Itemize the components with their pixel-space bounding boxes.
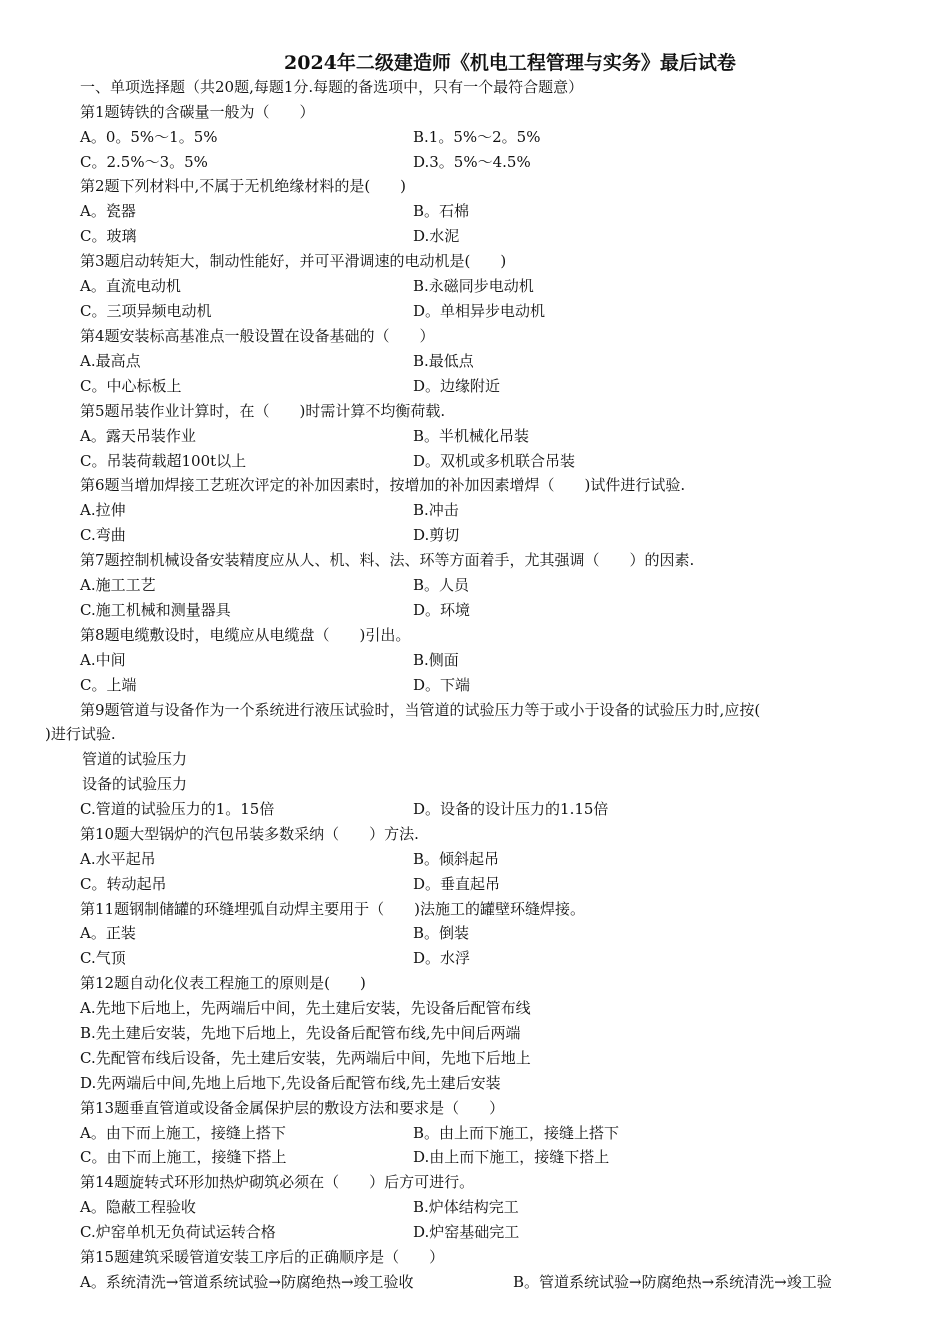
q8-option-b: B.侧面 [413,651,459,669]
q10-option-d: D。垂直起吊 [413,875,501,893]
q4-option-b: B.最低点 [413,352,474,370]
q8-option-c: C。上端 [80,676,137,694]
question-2: 第2题下列材料中,不属于无机绝缘材料的是( ) [80,177,407,195]
q4-option-d: D。边缘附近 [413,377,501,395]
q12-option-d: D.先两端后中间,先地上后地下,先设备后配管布线,先土建后安装 [80,1074,501,1092]
q13-option-b: B。由上而下施工，接缝上搭下 [413,1124,620,1142]
q4-option-c: C。中心标板上 [80,377,182,395]
q6-option-a: A.拉伸 [80,501,126,519]
q13-option-c: C。由下而上施工，接缝下搭上 [80,1148,287,1166]
q2-option-b: B。石棉 [413,202,470,220]
q11-option-b: B。倒装 [413,924,470,942]
q13-option-a: A。由下而上施工，接缝上搭下 [80,1124,286,1142]
q6-option-c: C.弯曲 [80,526,126,544]
q9-option-a: 管道的试验压力 [82,750,188,768]
q12-option-c: C.先配管布线后设备，先土建后安装，先两端后中间，先地下后地上 [80,1049,531,1067]
q13-option-d: D.由上而下施工，接缝下搭上 [413,1148,610,1166]
question-4: 第4题安装标高基准点一般设置在设备基础的（ ） [80,327,435,345]
q3-option-a: A。直流电动机 [80,277,181,295]
question-12: 第12题自动化仪表工程施工的原则是( ) [80,974,366,992]
question-15: 第15题建筑采暖管道安装工序后的正确顺序是（ ） [80,1248,445,1266]
exam-title: 2024年二级建造师《机电工程管理与实务》最后试卷 [284,52,736,74]
question-5: 第5题吊装作业计算时，在（ )时需计算不均衡荷载. [80,402,446,420]
q3-option-b: B.永磁同步电动机 [413,277,534,295]
q5-option-b: B。半机械化吊装 [413,427,530,445]
q7-option-b: B。人员 [413,576,470,594]
question-9-continued: )进行试验. [45,725,116,743]
q15-option-a: A。系统清洗→管道系统试验→防腐绝热→竣工验收 [80,1273,414,1291]
q3-option-d: D。单相异步电动机 [413,302,546,320]
q4-option-a: A.最高点 [80,352,141,370]
q7-option-c: C.施工机械和测量器具 [80,601,231,619]
q14-option-c: C.炉窑单机无负荷试运转合格 [80,1223,276,1241]
q1-option-a: A。0。5%～1。5% [80,128,218,146]
q10-option-b: B。倾斜起吊 [413,850,500,868]
q3-option-c: C。三项异频电动机 [80,302,212,320]
question-3: 第3题启动转矩大，制动性能好，并可平滑调速的电动机是( ) [80,252,507,270]
q12-option-a: A.先地下后地上，先两端后中间，先土建后安装，先设备后配管布线 [80,999,531,1017]
question-9: 第9题管道与设备作为一个系统进行液压试验时，当管道的试验压力等于或小于设备的试验压力时,应按( [80,701,761,719]
q11-option-d: D。水浮 [413,949,471,967]
question-10: 第10题大型锅炉的汽包吊装多数采纳（ ）方法. [80,825,419,843]
q1-option-d: D.3。5%～4.5% [413,153,531,171]
question-8: 第8题电缆敷设时，电缆应从电缆盘（ )引出。 [80,626,411,644]
q1-option-c: C。2.5%～3。5% [80,153,208,171]
section-heading: 一、单项选择题（共20题,每题1分.每题的备选项中，只有一个最符合题意） [80,78,584,96]
q12-option-b: B.先土建后安装，先地下后地上，先设备后配管布线,先中间后两端 [80,1024,521,1042]
question-11: 第11题钢制储罐的环缝埋弧自动焊主要用于（ )法施工的罐壁环缝焊接。 [80,900,585,918]
q11-option-c: C.气顶 [80,949,126,967]
q5-option-c: C。吊装荷载超100t以上 [80,452,247,470]
q9-option-c: C.管道的试验压力的1。15倍 [80,800,275,818]
q7-option-a: A.施工工艺 [80,576,156,594]
q10-option-c: C。转动起吊 [80,875,167,893]
q2-option-d: D.水泥 [413,227,460,245]
q15-option-b: B。管道系统试验→防腐绝热→系统清洗→竣工验 [513,1273,832,1291]
q9-option-b: 设备的试验压力 [82,775,188,793]
question-13: 第13题垂直管道或设备金属保护层的敷设方法和要求是（ ） [80,1099,505,1117]
question-14: 第14题旋转式环形加热炉砌筑必须在（ ）后方可进行。 [80,1173,475,1191]
q1-option-b: B.1。5%～2。5% [413,128,541,146]
q9-option-d: D。设备的设计压力的1.15倍 [413,800,609,818]
q8-option-d: D。下端 [413,676,471,694]
question-1: 第1题铸铁的含碳量一般为（ ） [80,103,315,121]
q5-option-a: A。露天吊装作业 [80,427,196,445]
q5-option-d: D。双机或多机联合吊装 [413,452,576,470]
q2-option-a: A。瓷器 [80,202,136,220]
q10-option-a: A.水平起吊 [80,850,156,868]
q6-option-d: D.剪切 [413,526,460,544]
question-6: 第6题当增加焊接工艺班次评定的补加因素时，按增加的补加因素增焊（ )试件进行试验. [80,476,686,494]
q6-option-b: B.冲击 [413,501,459,519]
question-7: 第7题控制机械设备安装精度应从人、机、料、法、环等方面着手，尤其强调（ ）的因素. [80,551,695,569]
q2-option-c: C。玻璃 [80,227,137,245]
q11-option-a: A。正装 [80,924,136,942]
q8-option-a: A.中间 [80,651,126,669]
q14-option-b: B.炉体结构完工 [413,1198,519,1216]
q14-option-d: D.炉窑基础完工 [413,1223,520,1241]
q7-option-d: D。环境 [413,601,471,619]
q14-option-a: A。隐蔽工程验收 [80,1198,196,1216]
